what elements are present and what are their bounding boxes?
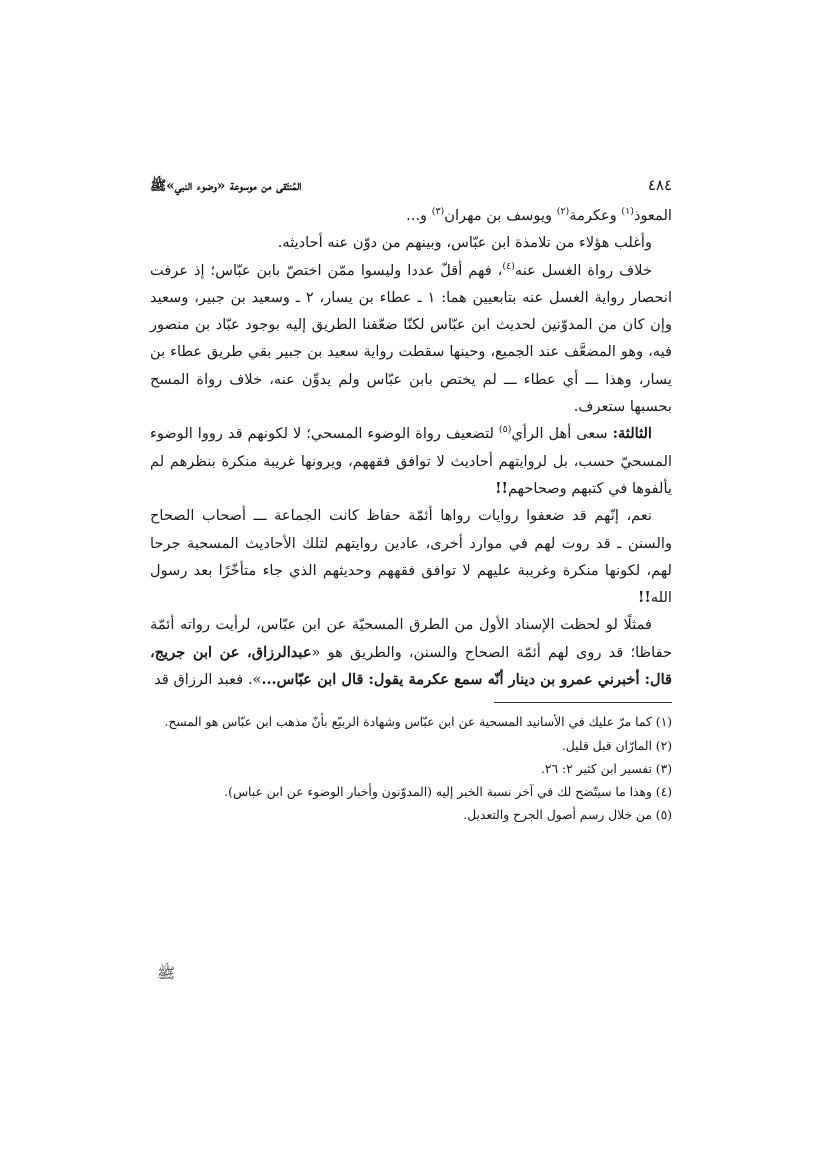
paragraph-3 bbox=[150, 257, 672, 421]
p1-text-d: و... bbox=[406, 207, 432, 224]
p1-text-b: وعكرمة bbox=[569, 207, 622, 224]
footnote-5: (٥) من خلال رسم أصول الجرح والتعديل. bbox=[463, 808, 672, 823]
footnote-ref-3[interactable]: (٣) bbox=[431, 206, 445, 218]
main-text bbox=[150, 202, 672, 693]
running-header bbox=[150, 176, 672, 202]
footnote-ref-4[interactable]: (٤) bbox=[502, 260, 515, 272]
footnote-3: (٣) تفسير ابن كثير ٢: ٢٦. bbox=[540, 761, 672, 776]
paragraph-4 bbox=[150, 420, 672, 502]
page-number: ٤٨٤ bbox=[647, 176, 672, 194]
footnote-ref-1[interactable]: (١) bbox=[621, 206, 634, 218]
paragraph-1 bbox=[150, 202, 672, 229]
section-label: الثالثة: bbox=[612, 425, 652, 443]
p6-text-b: ». فعبد الرزاق قد bbox=[154, 671, 262, 689]
isnad-chain: عبدالرزاق، عن ابن جريج، قال: أخبرني عمرو بن دينار أنّه سمع عكرمة يقول: قال ابن عبّاس... bbox=[150, 643, 672, 689]
footnote-2: (٢) المارّان قبل قليل. bbox=[561, 738, 672, 753]
p1-text-c: ويوسف بن مهران bbox=[444, 207, 557, 224]
p6-text-a: فمثلًا لو لحظت الإسناد الأول من الطرق المسحيّة عن ابن عبّاس، لرأيت رواته أئمّة حفاظا؛ قد روى لهم أئمّة الصحاح والسنن، والطريق هو « bbox=[150, 616, 672, 661]
footnote-ref-2[interactable]: (٢) bbox=[556, 206, 570, 218]
p4-text-b: لتضعيف رواة الوضوء المسحي؛ لا لكونهم قد رووا الوضوء المسحيّ حسب، بل لروايتهم أحاديث لا توافق فقههم، ويرونها غريبة منكرة بنظرهم لم يألفوها في كتبهم وصحاحهم bbox=[150, 425, 672, 497]
p3-text-a: خلاف رواة الغسل عنه bbox=[514, 261, 652, 279]
p4-exclamation: !! bbox=[495, 479, 508, 497]
p1-text-a: المعوذ bbox=[633, 207, 672, 224]
paragraph-6 bbox=[150, 611, 672, 693]
footnote-1: (١) كما مرّ عليك في الأسانيد المسحية عن ابن عبّاس وشهادة الربيّع بأنّ مذهب ابن عبّاس هو المسح. bbox=[164, 715, 672, 730]
p4-text-a: سعى أهل الرأي bbox=[511, 425, 613, 443]
footnotes bbox=[150, 711, 672, 827]
continuation-mark: ﷺ bbox=[157, 964, 176, 982]
p5-text: نعم، إنّهم قد ضعفوا روايات رواها أئمّة حفاظ كانت الجماعة ـــ أصحاب الصحاح والسنن ـ قد روت لهم في موارد أخرى، عادين روايتهم لتلك الأحاديث المسحية جرحا لهم، لكونها منكرة وغريبة عليهم لا توافق فقههم وحديثهم الذي جاء متأخّرًا بعد رسول الله bbox=[150, 507, 672, 607]
running-title: المُنتَقى من موسوعة «وضوء النبي»ﷺ bbox=[150, 178, 302, 194]
p3-text-b: ، فهم أقلّ عددا وليسوا ممّن اختصّ بابن عبّاس؛ إذ عرفت انحصار رواية الغسل عنه بتابعيين هما: ١ ـ عطاء بن يسار، ٢ ـ وسعيد بن جبير، وسعيد وإن كان من المدوّنين لحديث ابن عبّاس لكنّا ضعّفنا الطريق إليه بوجود عبّاد بن منصور فيه، وهو المضعَّف عند الجميع، وحينها سقطت رواية سعيد بن جبير بقي طريق عطاء بن يسار، وهذا ـــ أي عطاء ـــ لم يختص بابن عبّاس ولم يدوِّن عنه، خلاف رواة المسح بحسبها ستعرف. bbox=[150, 261, 672, 416]
paragraph-2: وأغلب هؤلاء من تلامذة ابن عبّاس، وبينهم من دوّن عنه أحاديثه. bbox=[277, 234, 652, 252]
p5-exclamation: !! bbox=[638, 589, 651, 607]
paragraph-5 bbox=[150, 502, 672, 611]
page bbox=[150, 176, 672, 827]
footnote-ref-5[interactable]: (٥) bbox=[498, 424, 512, 436]
footnote-4: (٤) وهذا ما سيتّضح لك في آخر نسبة الخبر إليه (المدوّنون وأخبار الوضوء عن ابن عباس). bbox=[224, 784, 672, 799]
footnote-separator bbox=[494, 702, 672, 703]
